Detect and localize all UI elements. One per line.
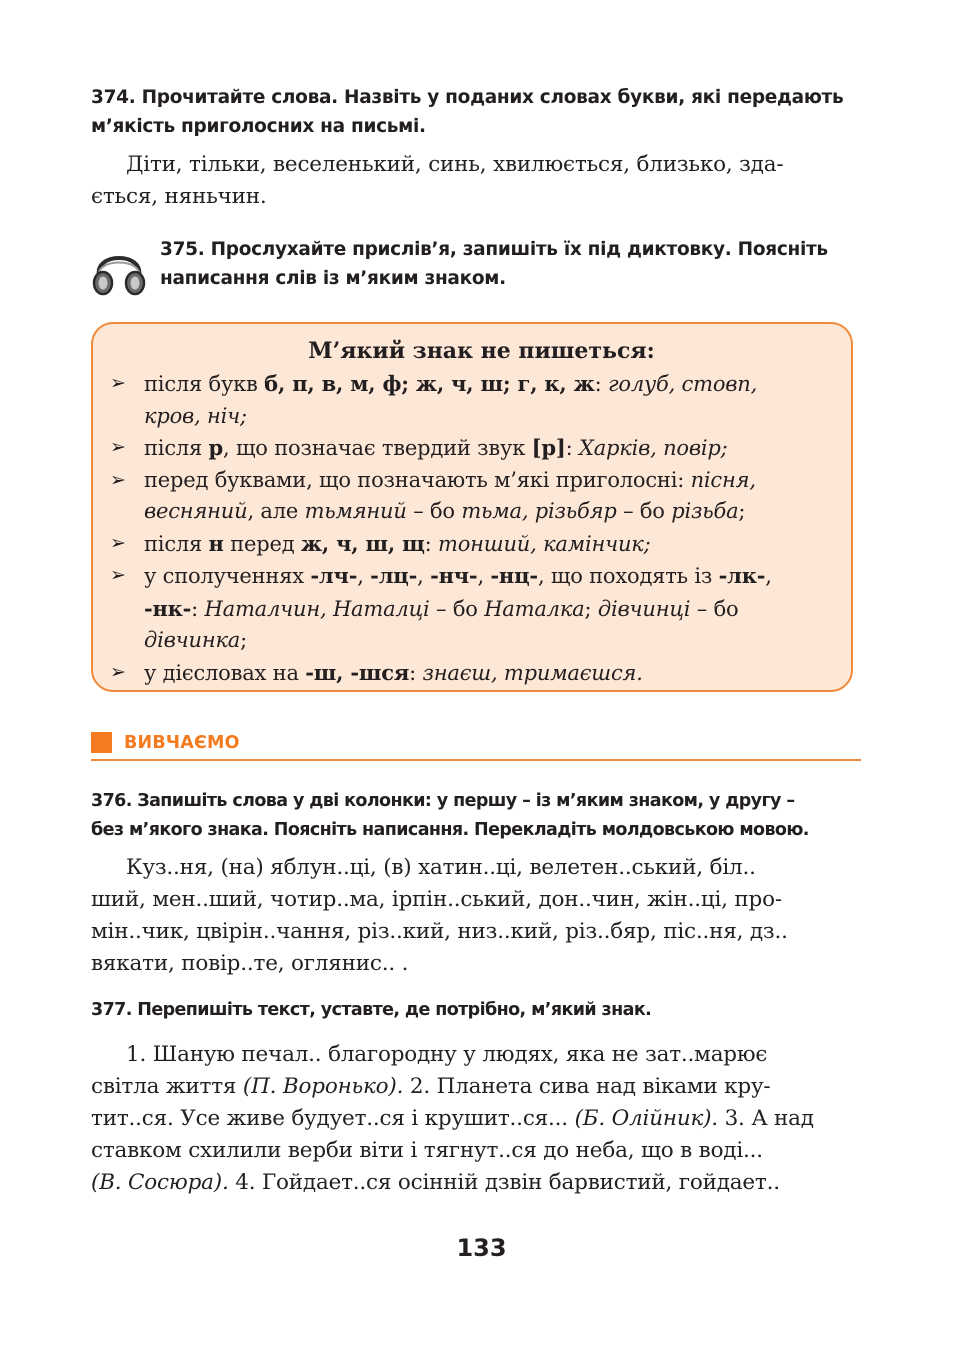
rule-text: : [565, 436, 579, 460]
heading-line: 374. Прочитайте слова. Назвіть у поданих словах букви, які передають [91, 87, 844, 108]
exercise-375-heading [160, 235, 860, 293]
rule-example: пісня, [690, 467, 756, 492]
text-line: ший, мен..ший, чотир..ма, ірпін..ський, дон..чин, жін..ці, про- [91, 887, 782, 912]
rule-line [144, 657, 850, 690]
heading-line: 375. Прослухайте прислів’я, запишіть їх під диктовку. Поясніть [160, 239, 828, 260]
author-citation: (Б. Олійник). [574, 1106, 718, 1131]
text-part: світла життя [91, 1074, 243, 1099]
rule-text: – бо [429, 596, 485, 621]
page-number: 133 [456, 1234, 507, 1262]
rule-letters: -лч- [310, 563, 358, 588]
rule-text: після [144, 436, 209, 460]
rule-text: : [424, 531, 438, 556]
rule-letters: -нц- [490, 563, 538, 588]
rule-example: дівчинка [144, 628, 241, 652]
text-line: мін..чик, цвірін..чання, різ..кий, низ..кий, різ..бяр, піс..ня, дз.. [91, 919, 788, 944]
exercise-374-text [91, 149, 859, 213]
rule-text: , але [247, 499, 305, 523]
rule-line [144, 432, 850, 465]
text-part: тит..ся. Усе живе будует..ся і крушит..ся... [91, 1106, 575, 1131]
arrow-bullet-icon: ➢ [110, 564, 126, 586]
rule-example: тьмяний [304, 499, 407, 523]
rule-example: кров, ніч; [144, 403, 247, 428]
text-part: 4. Гойдает..ся осінній дзвін барвистий, гойдает.. [228, 1170, 780, 1195]
rule-example: Наталка [484, 596, 585, 621]
section-header [91, 729, 861, 761]
rule-letters: н [208, 530, 224, 556]
heading-line: м’якість приголосних на письмі. [91, 116, 426, 137]
exercise-376-text [91, 852, 859, 980]
rule-text: після букв [144, 372, 265, 396]
rule-text: перед [223, 531, 301, 556]
text-line [91, 1103, 859, 1135]
rule-text: , [357, 564, 371, 588]
text-line [91, 1071, 859, 1103]
orange-square-icon [91, 732, 112, 753]
rule-letters: б, п, в, м, ф; ж, ч, ш; г, к, ж [264, 371, 595, 396]
exercise-377-text [91, 1039, 859, 1199]
rule-line [144, 625, 850, 657]
rule-text: у дієсловах на [144, 660, 306, 685]
rule-text: : [409, 660, 423, 685]
text-line: вякати, повір..те, оглянис.. . [91, 951, 409, 976]
rule-text: ; [584, 596, 598, 621]
text-line: ється, няньчин. [91, 184, 267, 209]
rule-example: різьба [671, 499, 739, 523]
rule-line [144, 465, 850, 497]
arrow-bullet-icon: ➢ [110, 372, 126, 394]
rule-title: М’який знак не пишеться: [308, 338, 655, 364]
rule-example: тьма, різьбяр [461, 499, 617, 523]
rule-letters: -лц- [370, 563, 418, 588]
text-line [91, 1167, 859, 1199]
rule-text: ; [240, 628, 248, 652]
text-line: Куз..ня, (на) яблун..ці, (в) хатин..ці, велетен..ський, біл.. [126, 855, 756, 880]
author-citation: (В. Сосюра). [91, 1170, 229, 1195]
exercise-376-heading [91, 787, 861, 845]
text-part: 3. А над [717, 1106, 814, 1131]
rule-example: голуб, стовп, [607, 372, 758, 396]
rule-item [108, 560, 850, 657]
rule-text: у сполученнях [144, 564, 311, 588]
arrow-bullet-icon: ➢ [110, 660, 126, 683]
rule-line [144, 496, 850, 528]
rule-line [144, 401, 850, 433]
arrow-bullet-icon: ➢ [110, 436, 126, 458]
text-line: 1. Шаную печал.. благородну у людях, яка не зат..марює [126, 1042, 768, 1067]
rule-line [144, 560, 850, 593]
rule-example: весняний [144, 499, 248, 523]
rule-letters: -ш, -шся [305, 659, 410, 685]
text-line: ставком схилили верби віти і тягнут..ся до неба, що в воді... [91, 1138, 763, 1163]
heading-line: написання слів із м’яким знаком. [160, 268, 506, 289]
rule-item [108, 368, 850, 432]
rule-example: Наталчин, Наталці [204, 596, 430, 621]
rule-letters: -нк- [144, 595, 192, 621]
exercise-374-heading [91, 83, 861, 141]
rule-example: Харків, повір; [578, 436, 728, 460]
rule-letters: ж, ч, ш, щ [300, 530, 425, 556]
rule-list [108, 368, 850, 689]
section-title: ВИВЧАЄМО [124, 733, 240, 753]
rule-text: , [477, 564, 491, 588]
heading-line: 376. Запишіть слова у дві колонки: у першу – із м’яким знаком, у другу – [91, 791, 795, 811]
rule-text: – бо [406, 499, 462, 523]
rule-line [144, 528, 850, 561]
rule-letters: [р] [531, 435, 566, 460]
headphones-icon [90, 240, 148, 296]
exercise-377-heading [91, 996, 861, 1025]
rule-text: після [144, 531, 209, 556]
arrow-bullet-icon: ➢ [110, 468, 126, 491]
text-line: Діти, тільки, веселенький, синь, хвилюється, близько, зда- [126, 152, 784, 177]
rule-example: дівчинці [597, 596, 691, 621]
rule-letters: р [208, 435, 224, 460]
text-part: 2. Планета сива над віками кру- [403, 1074, 771, 1099]
rule-item [108, 465, 850, 528]
rule-text: , [417, 564, 431, 588]
rule-line [144, 593, 850, 626]
rule-text: перед буквами, що позначають м’які приголосні: [144, 467, 691, 492]
rule-text: ; [738, 499, 746, 523]
rule-item [108, 528, 850, 561]
rule-example: знаєш, тримаєшся. [422, 660, 643, 685]
rule-text: , що походять із [537, 564, 719, 588]
rule-line [144, 368, 850, 401]
rule-example: тонший, камінчик; [438, 531, 651, 556]
rule-text: – бо [616, 499, 672, 523]
rule-text: : [191, 596, 205, 621]
rule-letters: -лк- [718, 563, 766, 588]
heading-line: 377. Перепишіть текст, уставте, де потрібно, м’який знак. [91, 1000, 652, 1020]
rule-text: : [594, 372, 608, 396]
rule-text: , [765, 564, 772, 588]
rule-text: , що позначає твердий звук [223, 436, 532, 460]
arrow-bullet-icon: ➢ [110, 531, 126, 554]
rule-letters: -нч- [430, 563, 478, 588]
rule-item [108, 432, 850, 465]
heading-line: без м’якого знака. Поясніть написання. Перекладіть молдовською мовою. [91, 820, 809, 840]
author-citation: (П. Воронько). [242, 1074, 404, 1099]
rule-text: – бо [690, 596, 739, 621]
rule-item [108, 657, 850, 690]
